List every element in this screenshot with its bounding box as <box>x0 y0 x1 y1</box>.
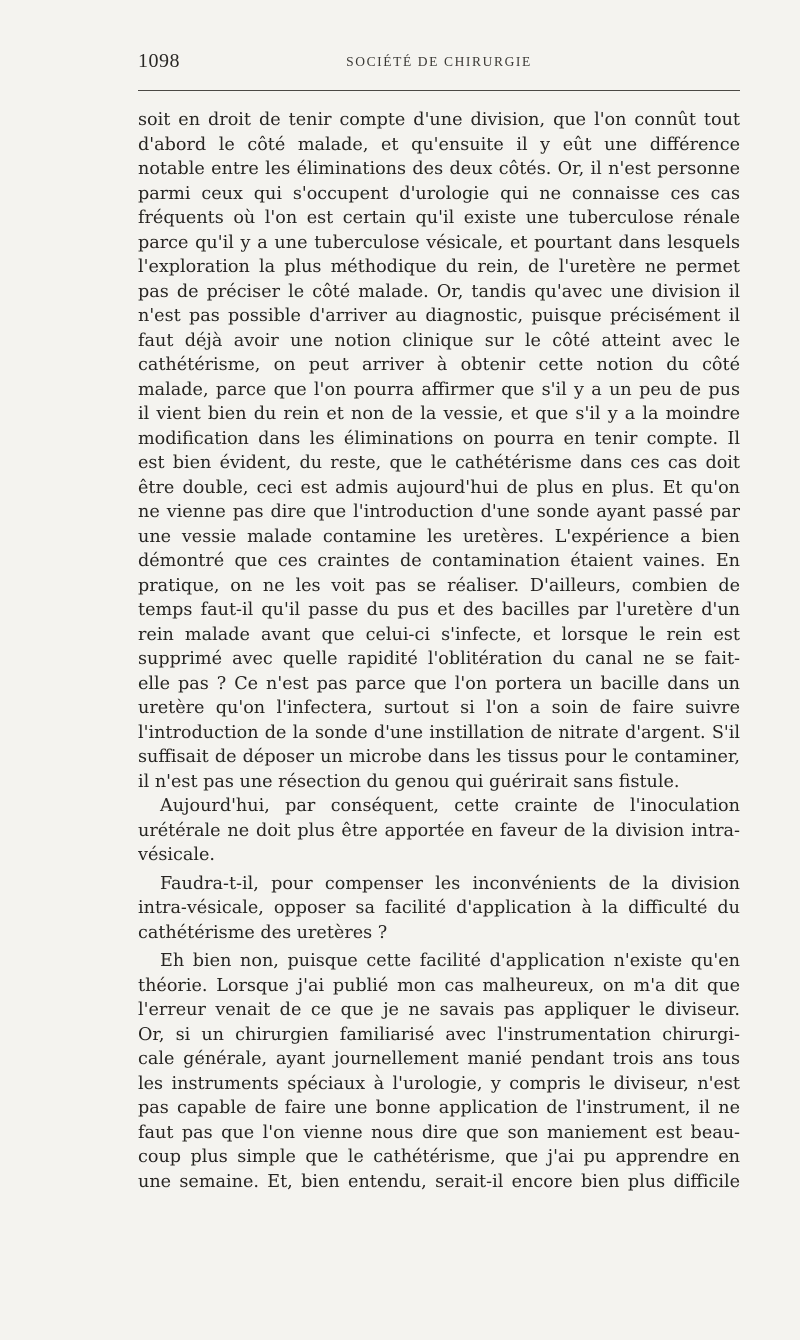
journal-title: SOCIÉTÉ DE CHIRURGIE <box>346 54 532 69</box>
text-line: une vessie malade contamine les uretères. L'expérience a bien <box>138 526 740 547</box>
text-line: intra-vésicale, opposer sa facilité d'application à la difficulté du <box>138 898 740 918</box>
text-line: l'exploration la plus méthodique du rein, de l'uretère ne permet <box>138 257 740 277</box>
text-line: modification dans les éliminations on pourra en tenir compte. Il <box>138 428 740 449</box>
paragraph-start-line: Aujourd'hui, par conséquent, cette crainte de l'inoculation <box>160 796 740 816</box>
text-line: soit en droit de tenir compte d'une division, que l'on connût tout <box>138 110 740 130</box>
running-head <box>138 50 740 74</box>
text-line: cale générale, ayant journellement manié pendant trois ans tous <box>138 1049 740 1069</box>
text-line: ne vienne pas dire que l'introduction d'une sonde ayant passé par <box>138 502 740 522</box>
text-line: suffisait de déposer un microbe dans les tissus pour le contaminer, <box>138 747 740 767</box>
text-line: il vient bien du rein et non de la vessie, et que s'il y a la moindre <box>138 404 740 424</box>
text-line: l'erreur venait de ce que je ne savais pas appliquer le diviseur. <box>138 1000 740 1020</box>
text-line: il n'est pas une résection du genou qui guérirait sans fistule. <box>138 771 680 792</box>
text-line: urétérale ne doit plus être apportée en faveur de la division intra- <box>138 820 740 841</box>
text-line: est bien évident, du reste, que le cathétérisme dans ces cas doit <box>138 453 740 473</box>
text-line: n'est pas possible d'arriver au diagnostic, puisque précisément il <box>138 306 740 326</box>
text-line: faut déjà avoir une notion clinique sur le côté atteint avec le <box>138 330 740 351</box>
paragraph-start-line: Faudra-t-il, pour compenser les inconvénients de la division <box>160 873 740 894</box>
text-line: cathétérisme, on peut arriver à obtenir cette notion du côté <box>138 355 740 375</box>
text-line: parmi ceux qui s'occupent d'urologie qui ne connaisse ces cas <box>138 183 740 204</box>
text-line: uretère qu'on l'infectera, surtout si l'on a soin de faire suivre <box>138 698 740 718</box>
text-line: fréquents où l'on est certain qu'il existe une tuberculose rénale <box>138 208 740 228</box>
text-line: pas de préciser le côté malade. Or, tandis qu'avec une division il <box>138 281 740 302</box>
header-rule <box>138 90 740 91</box>
text-line: démontré que ces craintes de contamination étaient vaines. En <box>138 551 740 571</box>
page-number: 1098 <box>138 50 180 72</box>
text-line: les instruments spéciaux à l'urologie, y compris le diviseur, n'est <box>138 1073 740 1094</box>
paragraph-start-line: Eh bien non, puisque cette facilité d'application n'existe qu'en <box>160 951 740 971</box>
text-line: supprimé avec quelle rapidité l'oblitération du canal ne se fait- <box>138 649 740 669</box>
text-line: malade, parce que l'on pourra affirmer que s'il y a un peu de pus <box>138 379 740 400</box>
text-line: notable entre les éliminations des deux côtés. Or, il n'est personne <box>138 159 740 179</box>
text-line: une semaine. Et, bien entendu, serait-il encore bien plus difficile <box>138 1171 740 1192</box>
text-line: elle pas ? Ce n'est pas parce que l'on portera un bacille dans un <box>138 673 740 694</box>
text-line: d'abord le côté malade, et qu'ensuite il y eût une différence <box>138 134 740 155</box>
text-line: coup plus simple que le cathétérisme, que j'ai pu apprendre en <box>138 1147 740 1167</box>
text-line: vésicale. <box>138 845 215 865</box>
text-line: cathétérisme des uretères ? <box>138 922 388 943</box>
text-line: pratique, on ne les voit pas se réaliser. D'ailleurs, combien de <box>138 575 740 596</box>
text-line: faut pas que l'on vienne nous dire que son maniement est beau- <box>138 1122 740 1143</box>
text-line: rein malade avant que celui-ci s'infecte, et lorsque le rein est <box>138 624 740 645</box>
text-line: temps faut-il qu'il passe du pus et des bacilles par l'uretère d'un <box>138 600 740 620</box>
text-line: parce qu'il y a une tuberculose vésicale, et pourtant dans lesquels <box>138 232 740 253</box>
text-line: l'introduction de la sonde d'une instillation de nitrate d'argent. S'il <box>138 722 740 743</box>
text-line: être double, ceci est admis aujourd'hui de plus en plus. Et qu'on <box>138 477 740 498</box>
text-line: pas capable de faire une bonne application de l'instrument, il ne <box>138 1098 740 1118</box>
text-body <box>138 108 740 1194</box>
text-line: théorie. Lorsque j'ai publié mon cas malheureux, on m'a dit que <box>138 975 740 996</box>
text-line: Or, si un chirurgien familiarisé avec l'instrumentation chirurgi- <box>138 1024 740 1045</box>
